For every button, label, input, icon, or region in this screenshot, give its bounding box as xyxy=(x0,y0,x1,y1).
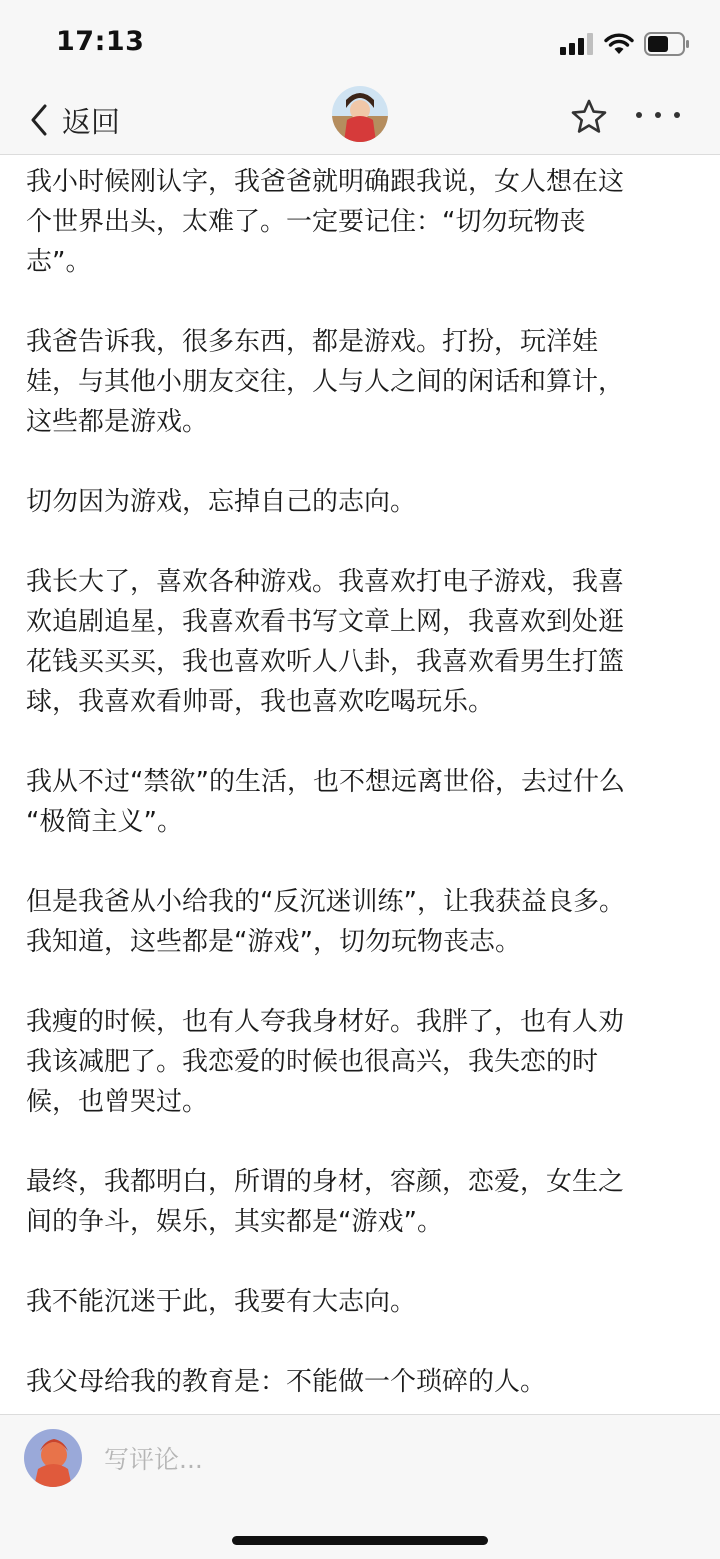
chevron-left-icon xyxy=(28,103,50,137)
article-body xyxy=(26,162,698,1412)
article-paragraph: 我父母给我的教育是：不能做一个琐碎的人。 xyxy=(26,1367,547,1397)
more-dots-icon[interactable] xyxy=(636,100,680,130)
article-paragraph: 但是我爸从小给我的“反沉迷训练”，让我获益良多。 我知道，这些都是“游戏”，切勿玩物丧志。 xyxy=(26,887,625,957)
article-paragraph: 切勿因为游戏，忘掉自己的志向。 xyxy=(26,487,417,517)
star-icon[interactable] xyxy=(570,98,608,136)
article-paragraph: 我从不过“禁欲”的生活，也不想远离世俗，去过什么 “极简主义”。 xyxy=(26,767,625,837)
user-avatar[interactable] xyxy=(24,1429,82,1487)
comment-input[interactable] xyxy=(104,1435,664,1483)
article-paragraph: 我爸告诉我，很多东西，都是游戏。打扮，玩洋娃 娃，与其他小朋友交往，人与人之间的闲话和算计， 这些都是游戏。 xyxy=(26,327,625,437)
comment-bar xyxy=(0,1414,720,1559)
status-bar xyxy=(0,0,720,86)
back-label: 返回 xyxy=(62,104,121,139)
article-paragraph: 我长大了，喜欢各种游戏。我喜欢打电子游戏，我喜 欢追剧追星，我喜欢看书写文章上网，我喜欢到处逛 花钱买买买，我也喜欢听人八卦，我喜欢看男生打篮 球，我喜欢看帅哥，我也喜欢吃喝玩乐。 xyxy=(26,567,625,717)
article-paragraph: 我小时候刚认字，我爸爸就明确跟我说，女人想在这 个世界出头，太难了。一定要记住：“切勿玩物丧 志”。 xyxy=(26,167,625,277)
article-paragraph: 我瘦的时候，也有人夸我身材好。我胖了，也有人劝 我该减肥了。我恋爱的时候也很高兴，我失恋的时 候，也曾哭过。 xyxy=(26,1007,625,1117)
home-indicator[interactable] xyxy=(232,1536,488,1545)
status-time: 17:13 xyxy=(56,26,145,57)
nav-bar xyxy=(0,86,720,155)
wifi-icon xyxy=(604,33,634,55)
battery-icon xyxy=(644,32,690,56)
author-avatar[interactable] xyxy=(332,86,388,142)
article-paragraph: 最终，我都明白，所谓的身材，容颜，恋爱，女生之 间的争斗，娱乐，其实都是“游戏”。 xyxy=(26,1167,625,1237)
status-icons xyxy=(560,30,690,58)
back-button[interactable] xyxy=(28,94,120,146)
cellular-signal-icon xyxy=(560,33,594,55)
article-paragraph: 我不能沉迷于此，我要有大志向。 xyxy=(26,1287,417,1317)
